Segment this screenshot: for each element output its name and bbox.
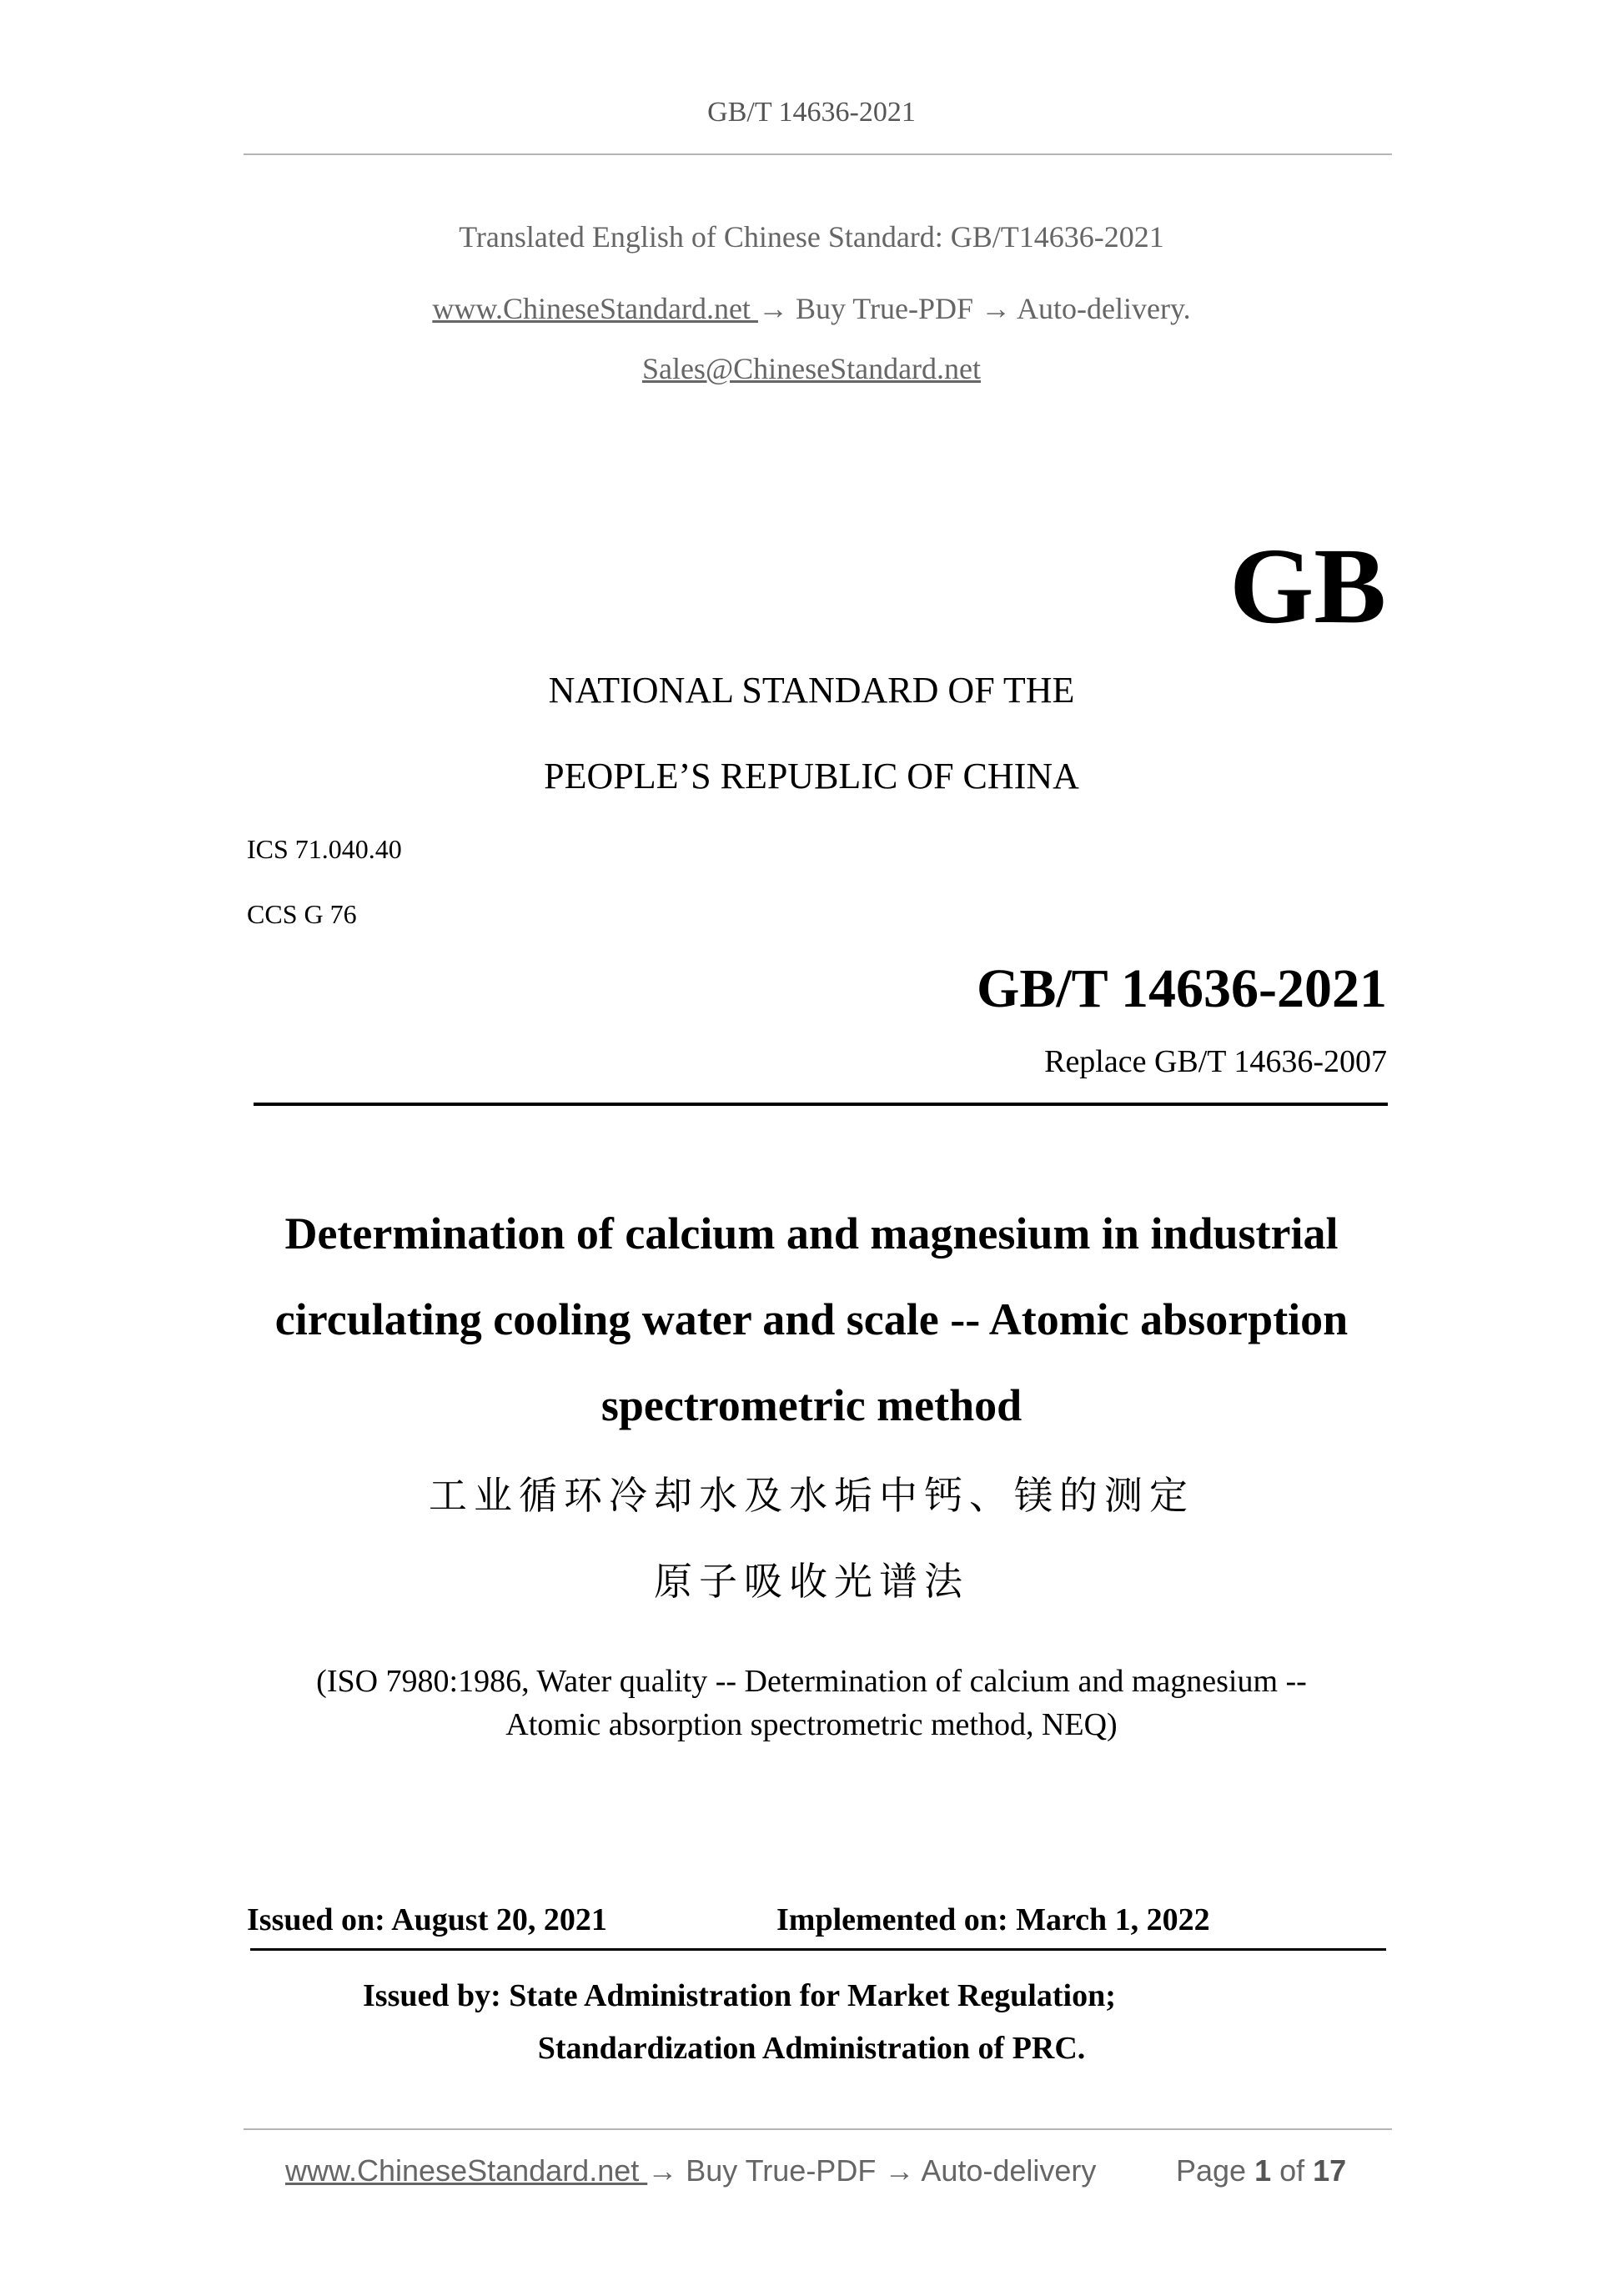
english-title-line3: spectrometric method <box>600 1380 1023 1430</box>
english-title-line2: circulating cooling water and scale -- Atomic absorption <box>274 1294 1349 1344</box>
site-link[interactable]: www.ChineseStandard.net <box>432 292 758 325</box>
implemented-on-date: Implemented on: March 1, 2022 <box>776 1902 1210 1937</box>
dates-divider <box>250 1948 1386 1951</box>
national-standard-line1: NATIONAL STANDARD OF THE <box>548 670 1075 711</box>
ccs-code: CCS G 76 <box>247 899 357 929</box>
footer-site-link[interactable]: www.ChineseStandard.net <box>285 2153 648 2188</box>
page-of: of <box>1271 2153 1314 2188</box>
footer-promo-text: Buy True-PDF → Auto-delivery <box>677 2153 1097 2188</box>
replace-notice: Replace GB/T 14636-2007 <box>1044 1044 1387 1079</box>
footer-divider <box>244 2128 1392 2130</box>
arrow-icon: → <box>757 292 788 325</box>
iso-reference-line2: Atomic absorption spectrometric method, NEQ) <box>505 1707 1118 1742</box>
promo-line <box>0 291 1623 326</box>
standard-number: GB/T 14636-2021 <box>976 958 1387 1019</box>
translated-notice: Translated English of Chinese Standard: GB/T14636-2021 <box>459 220 1164 254</box>
footer-arrow-icon: → <box>647 2153 678 2188</box>
title-divider <box>254 1103 1388 1106</box>
english-title-line1: Determination of calcium and magnesium in industrial <box>284 1208 1339 1259</box>
ics-code: ICS 71.040.40 <box>247 834 402 864</box>
gb-mark: GB <box>1229 526 1386 646</box>
national-standard-line2: PEOPLE’S REPUBLIC OF CHINA <box>544 756 1079 796</box>
sales-email-link[interactable]: Sales@ChineseStandard.net <box>641 352 982 385</box>
footer-promo <box>285 2153 1096 2188</box>
page-total: 17 <box>1313 2153 1347 2188</box>
chinese-title-line2: 原子吸收光谱法 <box>654 1559 969 1604</box>
issuer-line2: Standardization Administration of PRC. <box>537 2031 1086 2066</box>
page-label: Page <box>1176 2153 1255 2188</box>
running-header: GB/T 14636-2021 <box>707 97 916 128</box>
header-divider <box>244 153 1392 155</box>
page-current: 1 <box>1254 2153 1272 2188</box>
promo-text: Buy True-PDF → Auto-delivery. <box>787 292 1191 325</box>
iso-reference-line1: (ISO 7980:1986, Water quality -- Determination of calcium and magnesium -- <box>316 1664 1307 1699</box>
page-indicator <box>1176 2153 1346 2188</box>
chinese-title-line1: 工业循环冷却水及水垢中钙、镁的测定 <box>429 1473 1194 1518</box>
email-line <box>0 351 1623 386</box>
issued-on-date: Issued on: August 20, 2021 <box>247 1902 607 1937</box>
issuer-line1: Issued by: State Administration for Market Regulation; <box>363 1978 1116 2013</box>
